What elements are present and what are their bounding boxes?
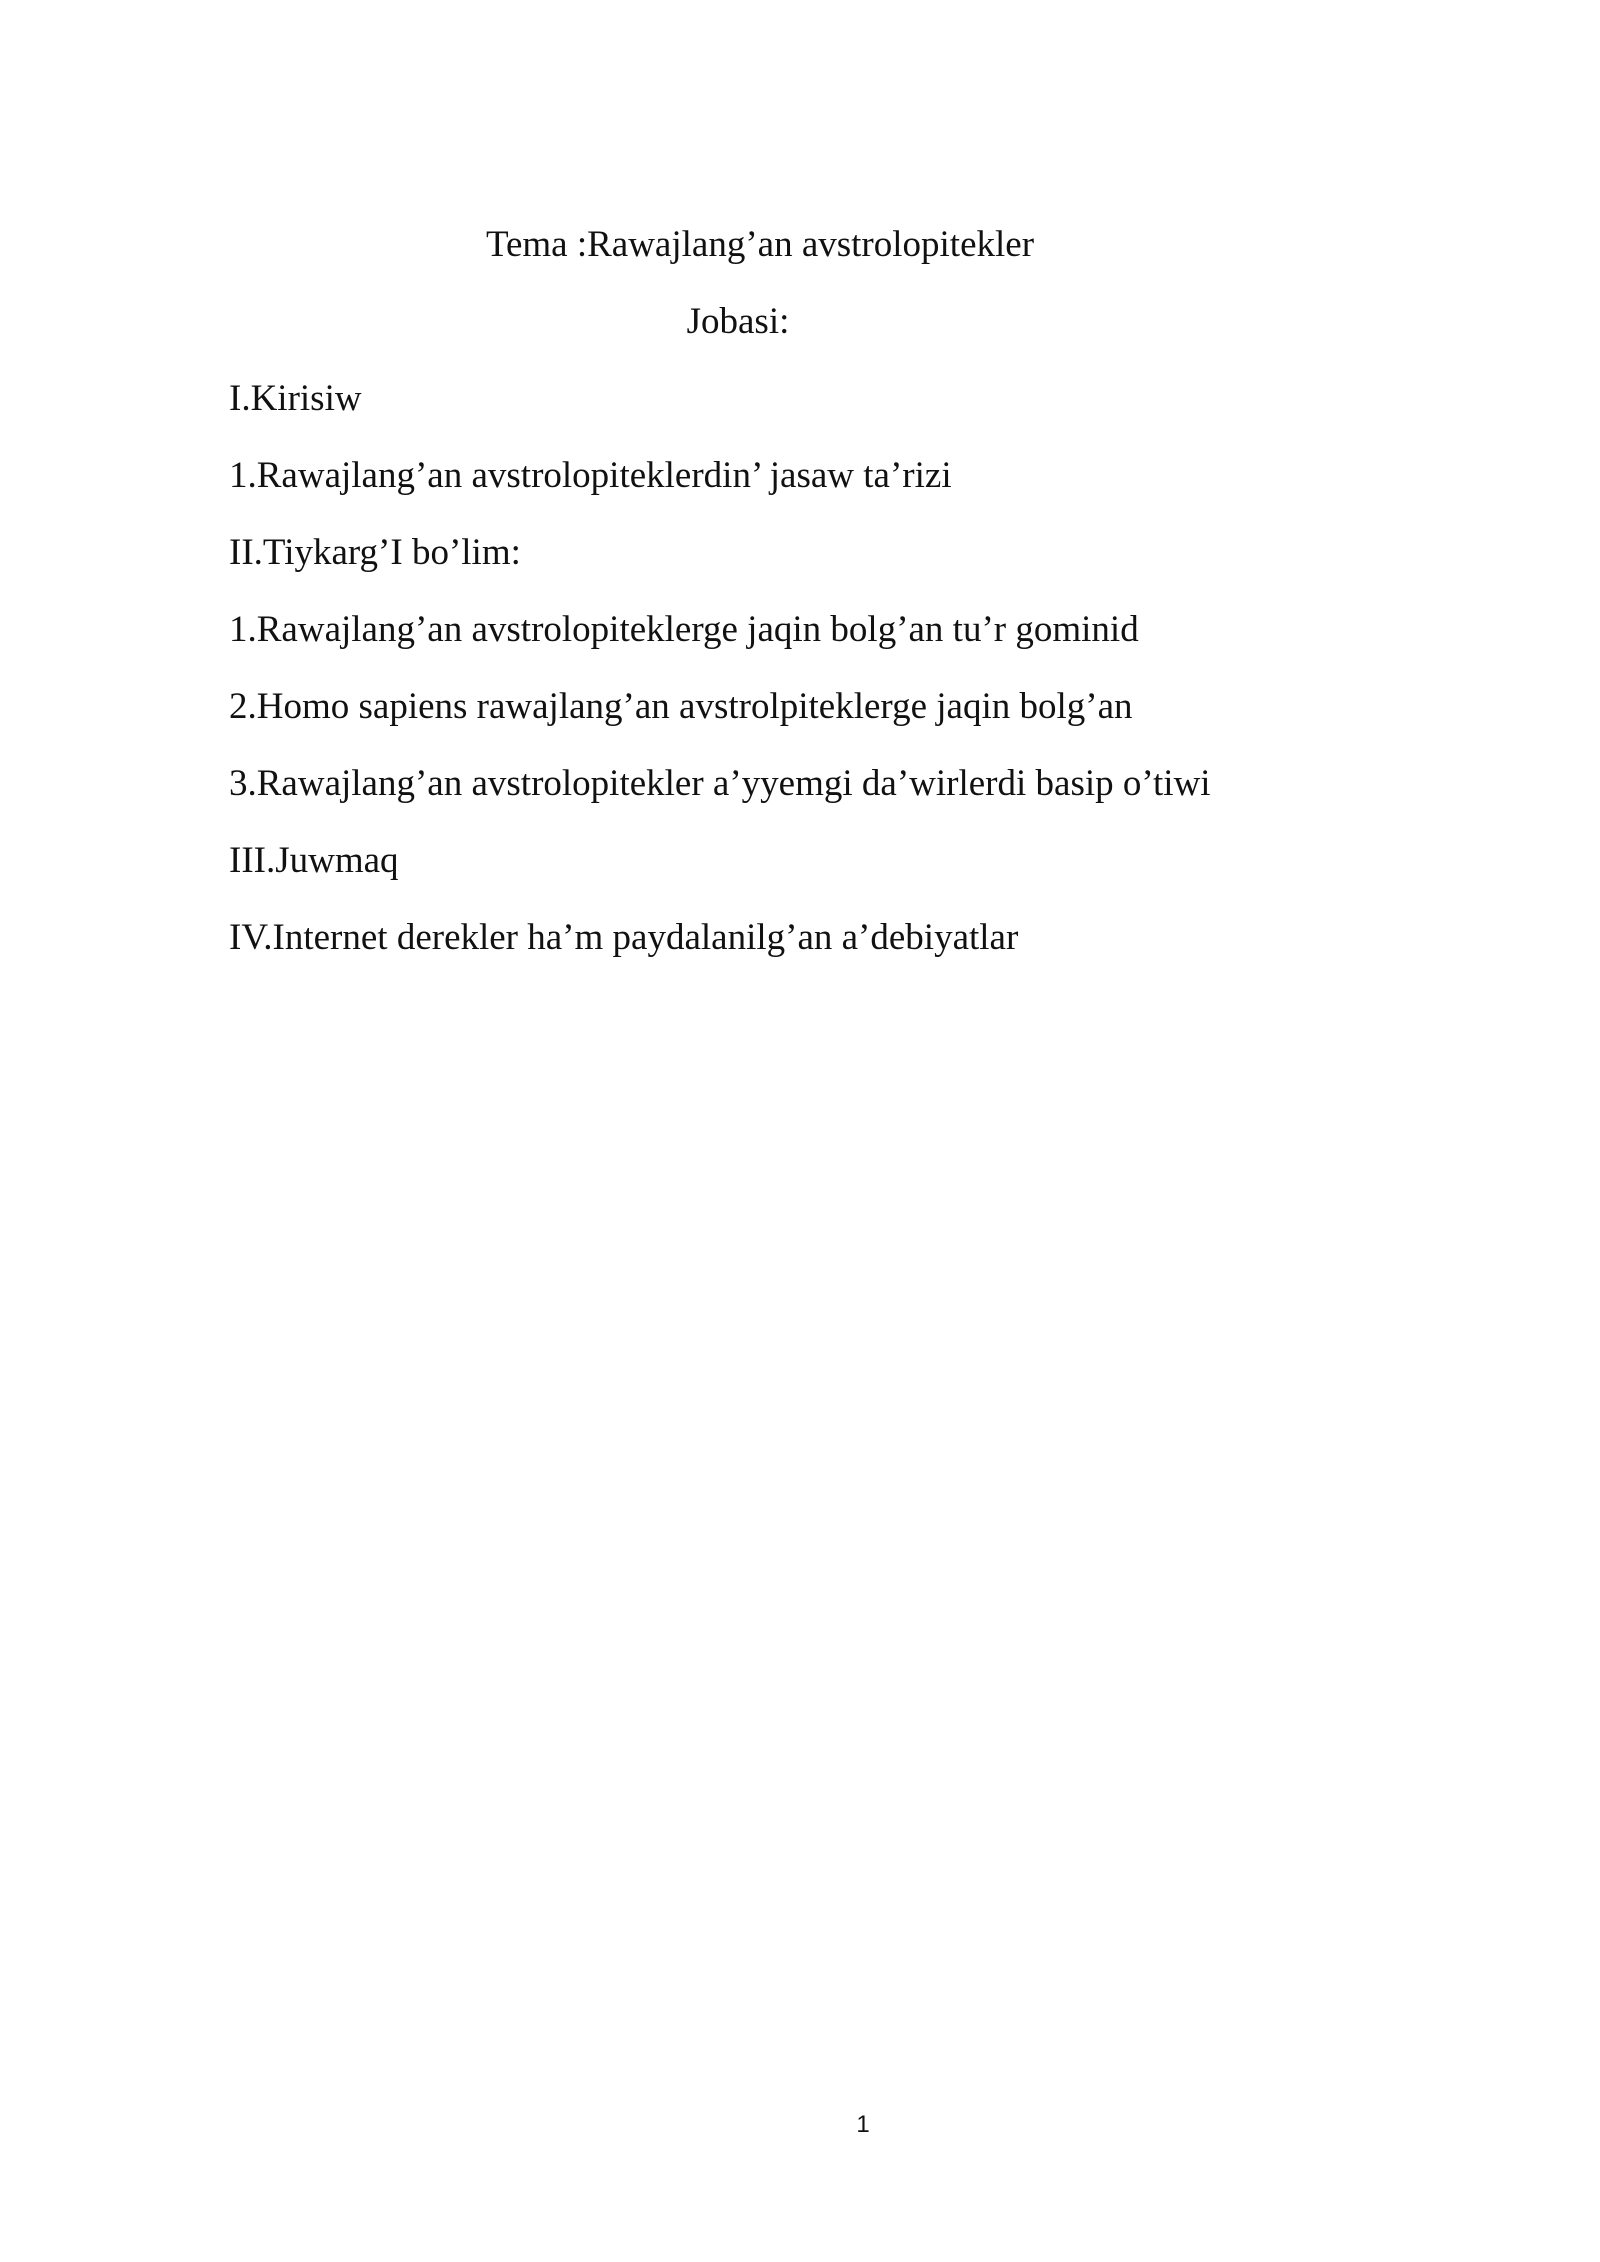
plan-item-intro-1: 1.Rawajlang’an avstrolopiteklerdin’ jasaw ta’rizi: [229, 455, 952, 496]
document-subtitle: Jobasi:: [686, 301, 790, 342]
plan-item-intro: I.Kirisiw: [229, 378, 362, 419]
plan-item-main-1: 1.Rawajlang’an avstrolopiteklerge jaqin bolg’an tu’r gominid: [229, 609, 1139, 650]
plan-item-main-3: 3.Rawajlang’an avstrolopitekler a’yyemgi da’wirlerdi basip o’tiwi: [229, 763, 1211, 804]
plan-item-references: IV.Internet derekler ha’m paydalanilg’an a’debiyatlar: [229, 917, 1019, 958]
plan-item-conclusion: III.Juwmaq: [229, 840, 399, 881]
plan-item-main-2: 2.Homo sapiens rawajlang’an avstrolpiteklerge jaqin bolg’an: [229, 686, 1133, 727]
document-title: Tema :Rawajlang’an avstrolopitekler: [485, 224, 1035, 265]
plan-item-main-part: II.Tiykarg’I bo’lim:: [229, 532, 521, 573]
page-number: 1: [856, 2111, 870, 2138]
plan-list: [229, 377, 1429, 993]
